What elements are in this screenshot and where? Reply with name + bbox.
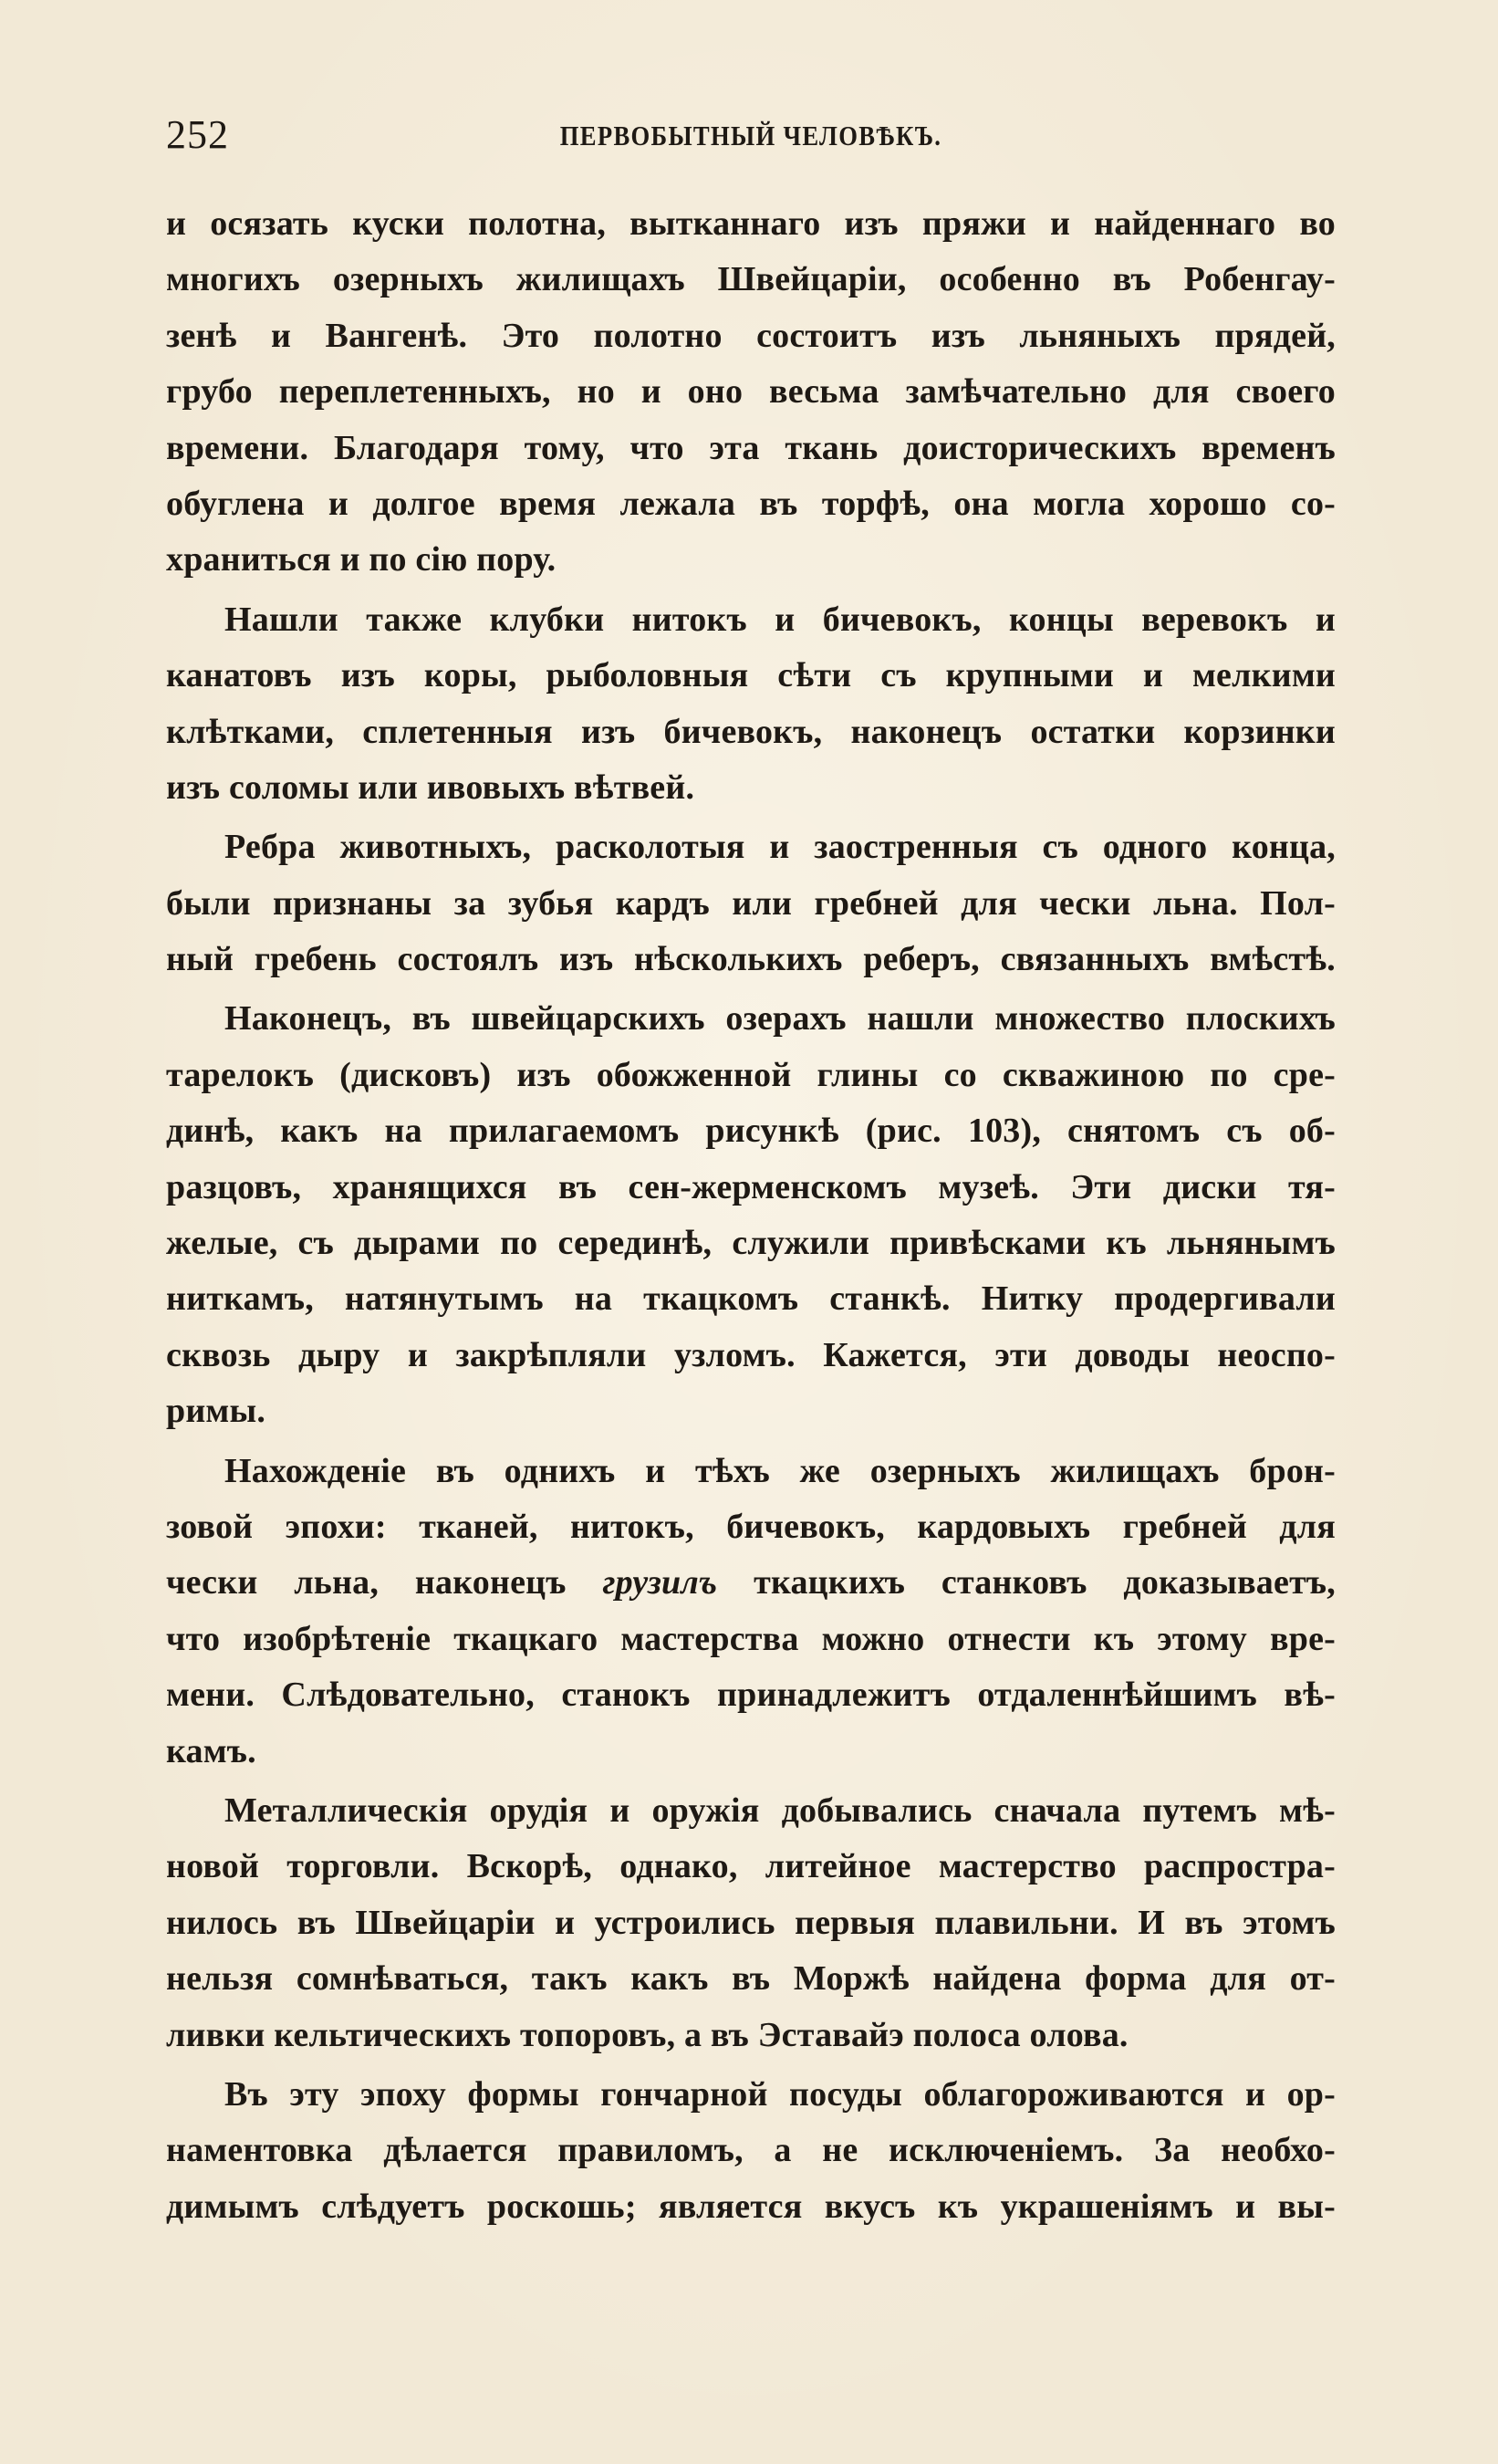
text-line: мени. Слѣдовательно, станокъ принадлежитъ отдаленнѣйшимъ вѣ-	[166, 1676, 1336, 1715]
text-line: камъ.	[166, 1731, 256, 1770]
page-header	[166, 108, 1336, 162]
body-text	[166, 196, 1336, 2239]
text-line: Наконецъ, въ швейцарскихъ озерахъ нашли множество плоскихъ	[224, 999, 1336, 1039]
text-line: Нашли также клубки нитокъ и бичевокъ, концы веревокъ и	[224, 600, 1336, 639]
text-line: сквозь дыру и закрѣпляли узломъ. Кажется, эти доводы неоспо-	[166, 1335, 1336, 1374]
text-line: ниткамъ, натянутымъ на ткацкомъ станкѣ. Нитку продергивали	[166, 1279, 1336, 1319]
text-line: клѣтками, сплетенныя изъ бичевокъ, наконецъ остатки корзинки	[166, 712, 1336, 751]
text-line: разцовъ, хранящихся въ сен-жерменскомъ музеѣ. Эти диски тя-	[166, 1167, 1336, 1206]
text-line: Ребра животныхъ, расколотыя и заостренныя съ одного конца,	[224, 828, 1336, 867]
text-line: римы.	[166, 1392, 266, 1431]
page-number: 252	[166, 112, 229, 157]
text-line: Металлическія орудія и оружія добывались сначала путемъ мѣ-	[224, 1791, 1336, 1830]
paragraph-1	[166, 196, 1336, 589]
paragraph-5	[166, 1444, 1336, 1780]
text-line: ливки кельтическихъ топоровъ, а въ Эставайэ полоса олова.	[166, 2015, 1129, 2054]
text-line: многихъ озерныхъ жилищахъ Швейцаріи, особенно въ Робенгау-	[166, 260, 1336, 299]
text-line: Въ эту эпоху формы гончарной посуды облагороживаются и ор-	[224, 2074, 1336, 2114]
text-line: времени. Благодаря тому, что эта ткань доисторическихъ временъ	[166, 428, 1336, 467]
text-line: тарелокъ (дисковъ) изъ обожженной глины со скважиною по сре-	[166, 1055, 1336, 1094]
text-line: ный гребень состоялъ изъ нѣсколькихъ реберъ, связанныхъ вмѣстѣ.	[166, 940, 1336, 979]
text-line: и осязать куски полотна, вытканнаго изъ пряжи и найденнаго во	[166, 204, 1336, 243]
emphasized-word: грузилъ	[602, 1563, 718, 1603]
paragraph-7	[166, 2067, 1336, 2235]
text-line: динѣ, какъ на прилагаемомъ рисункѣ (рис. 103), снятомъ съ об-	[166, 1112, 1336, 1151]
text-line: новой торговли. Вскорѣ, однако, литейное мастерство распростра-	[166, 1847, 1336, 1886]
text-line: зенѣ и Вангенѣ. Это полотно состоитъ изъ льняныхъ прядей,	[166, 316, 1336, 355]
text-line: были признаны за зубья кардъ или гребней для чески льна. Пол-	[166, 883, 1336, 923]
paragraph-2	[166, 592, 1336, 817]
text-line: изъ соломы или ивовыхъ вѣтвей.	[166, 767, 695, 807]
text-line: чески льна, наконецъ грузилъ ткацкихъ станковъ доказываетъ,	[166, 1563, 1336, 1603]
text-line: храниться и по сію пору.	[166, 540, 557, 579]
text-line: зовой эпохи: тканей, нитокъ, бичевокъ, кардовыхъ гребней для	[166, 1507, 1336, 1546]
paragraph-6	[166, 1783, 1336, 2063]
text-line: канатовъ изъ коры, рыболовныя сѣти съ крупными и мелкими	[166, 656, 1336, 695]
text-line: грубо переплетенныхъ, но и оно весьма замѣчательно для своего	[166, 372, 1336, 412]
paragraph-4	[166, 991, 1336, 1439]
running-title: ПЕРВОБЫТНЫЙ ЧЕЛОВѢКЪ.	[559, 120, 942, 151]
text-line: что изобрѣтеніе ткацкаго мастерства можно отнести къ этому вре-	[166, 1619, 1336, 1658]
text-line: нельзя сомнѣваться, такъ какъ въ Моржѣ найдена форма для от-	[166, 1959, 1336, 1999]
text-line: димымъ слѣдуетъ роскошь; является вкусъ къ украшеніямъ и вы-	[166, 2187, 1336, 2226]
text-line: Нахожденіе въ однихъ и тѣхъ же озерныхъ жилищахъ брон-	[224, 1451, 1336, 1490]
text-line: обуглена и долгое время лежала въ торфѣ, она могла хорошо со-	[166, 484, 1336, 523]
paragraph-3	[166, 820, 1336, 987]
text-line: желые, съ дырами по серединѣ, служили привѣсками къ льнянымъ	[166, 1224, 1336, 1263]
text-line: наментовка дѣлается правиломъ, а не исключеніемъ. За необхо-	[166, 2131, 1336, 2170]
text-line: нилось въ Швейцаріи и устроились первыя плавильни. И въ этомъ	[166, 1903, 1336, 1942]
